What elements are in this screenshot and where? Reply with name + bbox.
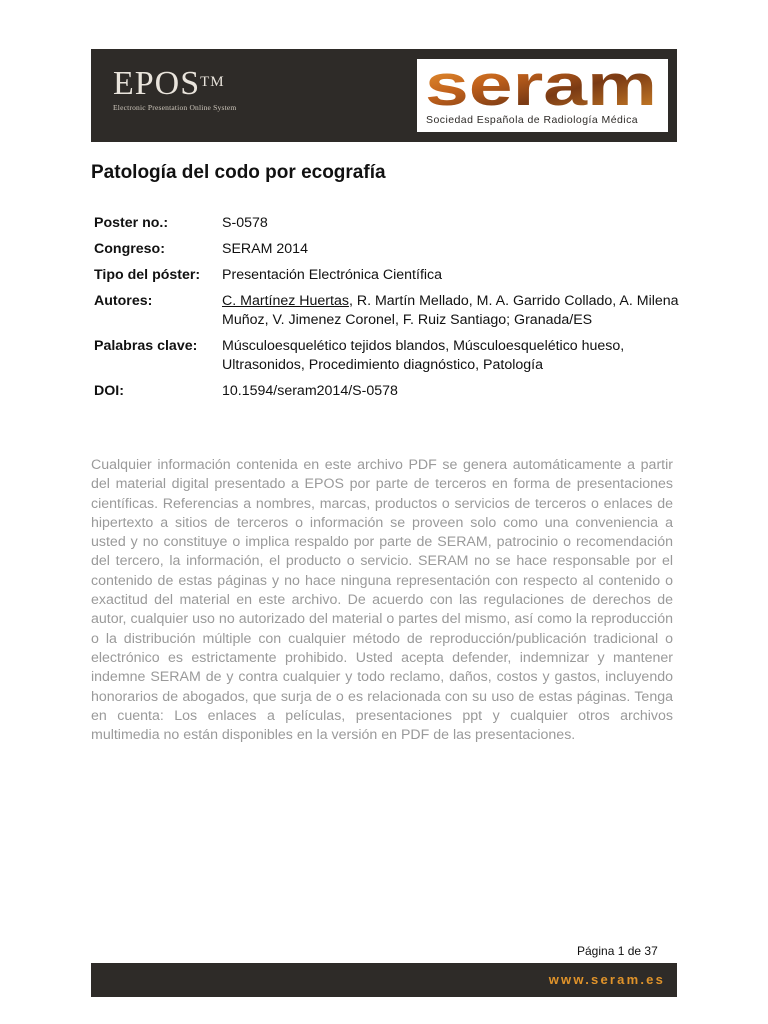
meta-value: SERAM 2014 (222, 241, 308, 257)
meta-label: Palabras clave: (94, 338, 198, 354)
meta-row-tipo (91, 266, 681, 292)
meta-label: Congreso: (94, 241, 165, 257)
meta-label: Tipo del póster: (94, 267, 201, 283)
poster-metadata (91, 214, 681, 408)
first-author-link[interactable]: C. Martínez Huertas (222, 293, 349, 309)
header-banner (91, 49, 677, 142)
meta-value-authors (222, 292, 681, 337)
page-title: Patología del codo por ecografía (91, 162, 386, 183)
meta-row-poster-no (91, 214, 681, 240)
meta-row-congreso (91, 240, 681, 266)
epos-logo-word: EPOS (113, 65, 201, 102)
meta-row-palabras (91, 337, 681, 382)
other-authors: , R. Martín Mellado, M. A. Garrido Collado, A. Milena Muñoz, V. Jimenez Coronel, F. Ruiz Santiago; Granada/ES (222, 293, 679, 328)
meta-value: 10.1594/seram2014/S-0578 (222, 383, 398, 399)
meta-label: Autores: (94, 293, 153, 309)
meta-value: Músculoesquelético tejidos blandos, Músculoesquelético hueso, Ultrasonidos, Procedimiento diagnóstico, Patología (222, 338, 625, 373)
footer-url-link[interactable]: www.seram.es (548, 972, 665, 987)
epos-trademark: TM (200, 74, 225, 90)
seram-logo (417, 59, 668, 132)
seram-logo-word (425, 61, 660, 111)
page-number: Página 1 de 37 (577, 944, 658, 958)
seram-subtitle: Sociedad Española de Radiología Médica (426, 114, 639, 126)
meta-value: S-0578 (222, 215, 268, 231)
meta-row-autores (91, 292, 681, 337)
meta-value: Presentación Electrónica Científica (222, 267, 443, 283)
epos-subtitle: Electronic Presentation Online System (113, 103, 237, 112)
svg-text:seram: seram (425, 61, 657, 111)
epos-logo (113, 67, 236, 112)
footer-banner (91, 963, 677, 997)
meta-row-doi (91, 382, 681, 408)
meta-label: DOI: (94, 383, 124, 399)
disclaimer-text: Cualquier información contenida en este archivo PDF se genera automáticamente a partir del material digital presentado a EPOS por parte de terceros en forma de presentaciones científicas. Referencias a nombres, marcas, productos o servicios de terceros o enlaces de hipertexto a sitios de terceros o información se proveen solo como una conveniencia a usted y no constituye o implica respaldo por parte de SERAM, patrocinio o recomendación del tercero, la información, el producto o servicio. SERAM no se hace responsable por el contenido de estas páginas y no hace ninguna representación con respecto al contenido o exactitud del material en este archivo. De acuerdo con las regulaciones de derechos de autor, cualquier uso no autorizado del material o partes del mismo, así como la reproducción o la distribución múltiple con cualquier método de reproducción/publicación tradicional o electrónico es estrictamente prohibido. Usted acepta defender, indemnizar y mantener indemne SERAM de y contra cualquier y todo reclamo, daños, costos y gastos, incluyendo honorarios de abogados, que surja de o es relacionada con su uso de estas páginas. Tenga en cuenta: Los enlaces a películas, presentaciones ppt y cualquier otros archivos multimedia no están disponibles en la versión en PDF de las presentaciones. (91, 457, 673, 744)
meta-label: Poster no.: (94, 215, 169, 231)
